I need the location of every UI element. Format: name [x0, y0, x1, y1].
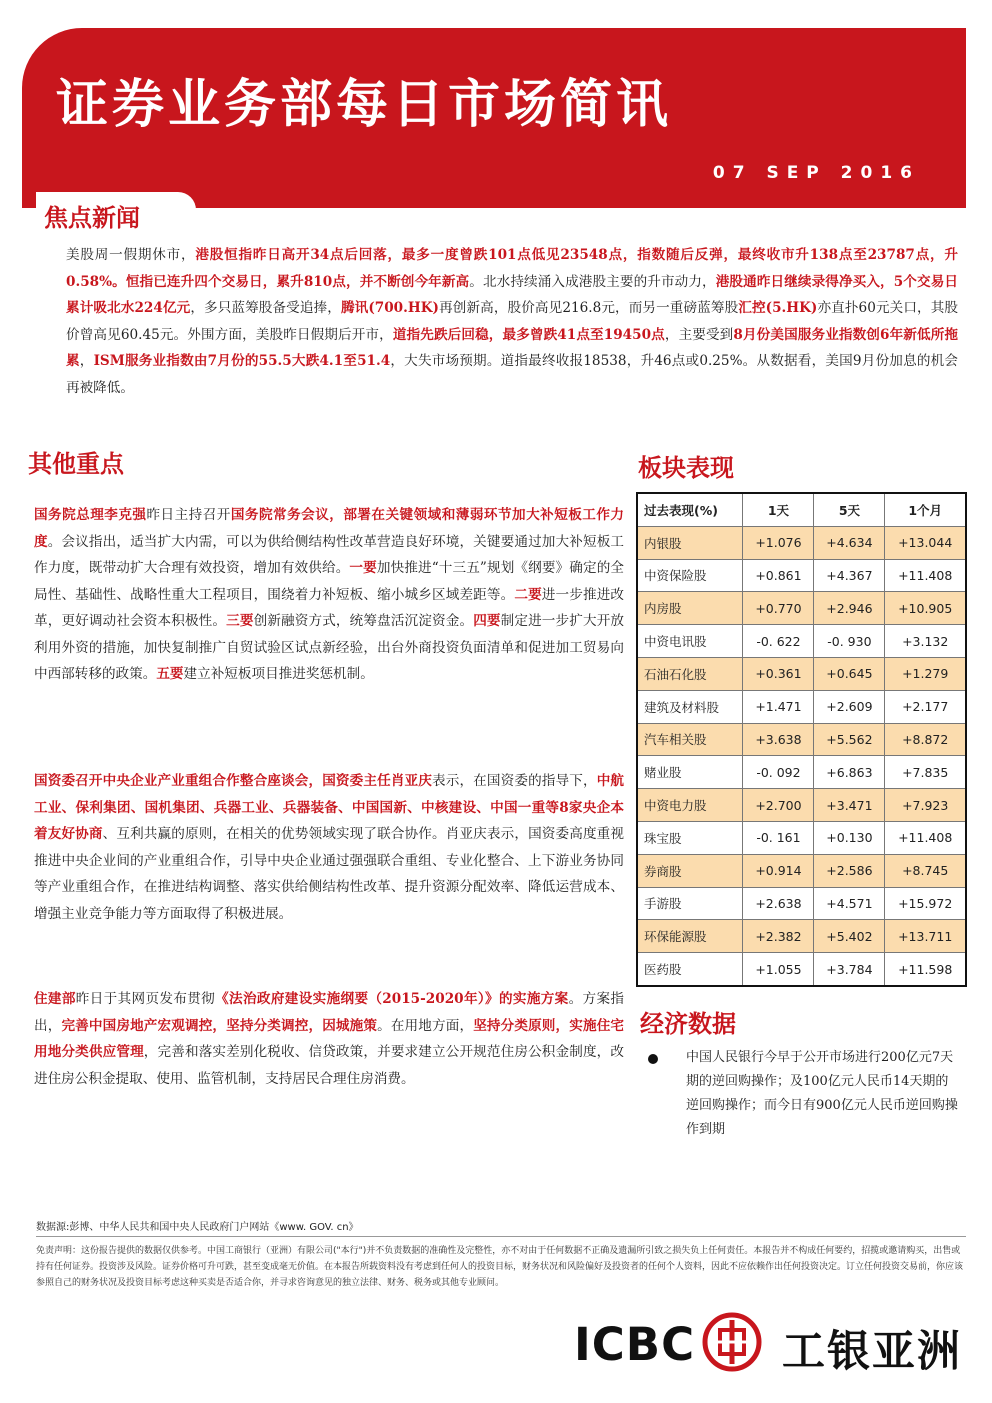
table-row — [637, 559, 966, 592]
table-header-row — [637, 493, 966, 526]
text-run: ，多只蓝筹股备受追捧， — [190, 300, 341, 316]
text-run: 创新融资方式，统筹盘活沉淀资金。 — [253, 613, 474, 629]
highlight-run: 住建部 — [34, 991, 76, 1007]
other-paragraph-1 — [34, 502, 624, 688]
highlight-run: 腾讯(700.HK) — [340, 300, 439, 316]
sector-value-cell: +2.586 — [814, 854, 885, 887]
sector-name-cell: 内银股 — [637, 526, 743, 559]
highlight-run: 一要 — [349, 560, 377, 576]
highlight-run: 三要 — [226, 613, 254, 629]
table-row — [637, 756, 966, 789]
sector-value-cell: +3.638 — [743, 723, 814, 756]
table-row — [637, 526, 966, 559]
sector-value-cell: +2.700 — [743, 789, 814, 822]
sector-value-cell: +7.835 — [885, 756, 966, 789]
sector-value-cell: +0.645 — [814, 657, 885, 690]
sector-name-cell: 中资电力股 — [637, 789, 743, 822]
table-row — [637, 657, 966, 690]
disclaimer-text: 免责声明：这份报告提供的数据仅供参考。中国工商银行（亚洲）有限公司("本行")并不负责数据的准确性及完整性，亦不对由于任何数据不正确及遗漏所引致之损失负上任何责任。本报告并不构成任何要约，招揽或邀请购买，出售或持有任何证券。投资涉及风险。证券价格可升可跌，甚至变成毫无价值。在本报告所载资料没有考虑到任何人的投资目标，财务状况和风险偏好及投资者的任何个人资料，因此不应依赖作出任何投资决定。订立任何投资交易前，你应该参照自己的财务状况及投资目标考虑这种买卖是否适合你，并寻求咨询意见的独立法律、财务、税务或其他专业顾问。 — [36, 1246, 964, 1288]
text-run: 昨日主持召开 — [146, 507, 231, 523]
text-run: 美股周一假期休市， — [66, 247, 196, 263]
highlight-run: 完善中国房地产宏观调控，坚持分类调控，因城施策 — [61, 1017, 378, 1034]
sector-value-cell: +8.745 — [885, 854, 966, 887]
highlight-run: 《法治政府建设实施纲要（2015-2020年）》的实施方案 — [215, 991, 569, 1007]
sector-value-cell: +13.044 — [885, 526, 966, 559]
bullet-icon — [648, 1054, 658, 1064]
highlight-run: ISM服务业指数由7月份的55.5大跌4.1至51.4 — [93, 353, 391, 369]
sector-name-cell: 建筑及材料股 — [637, 690, 743, 723]
sector-value-cell: +8.872 — [885, 723, 966, 756]
page-title: 证券业务部每日市场简讯 — [56, 75, 673, 135]
sector-value-cell: +0.361 — [743, 657, 814, 690]
highlight-run: 中航工业、保利集团、国机集团、兵器工业、兵器装备、中国国新、中核建设、中国一重等8家央企本着友好协商 — [34, 773, 625, 842]
sector-value-cell: +3.784 — [814, 953, 885, 986]
text-run: 制定进一步扩大开放利用外资的措施，加快复制推广自贸试验区试点新经验，出台外商投资负面清单和促进加工贸易向中西部转移的政策。 — [34, 613, 625, 682]
sector-value-cell: +15.972 — [885, 887, 966, 920]
column-header: 1个月 — [885, 493, 966, 526]
icbc-logo-text: ICBC — [574, 1318, 696, 1371]
highlight-run: 二要 — [514, 586, 542, 603]
sector-value-cell: +2.609 — [814, 690, 885, 723]
table-row — [637, 723, 966, 756]
sector-name-cell: 中资保险股 — [637, 559, 743, 592]
sector-value-cell: +4.571 — [814, 887, 885, 920]
sector-value-cell: +10.905 — [885, 592, 966, 625]
sector-value-cell: -0. 092 — [743, 756, 814, 789]
highlight-run: 国务院常务会议，部署在关键领域和薄弱环节加大补短板工作力度 — [34, 507, 625, 550]
text-run: 亦直扑60元关口，其股价曾高见60.45元。外围方面，美股昨日假期后开市， — [66, 300, 959, 343]
sector-value-cell: +2.946 — [814, 592, 885, 625]
highlight-run: 四要 — [473, 613, 501, 629]
sector-name-cell: 石油石化股 — [637, 657, 743, 690]
sector-value-cell: +3.132 — [885, 625, 966, 658]
focus-news-title: 焦点新闻 — [44, 204, 140, 232]
sector-value-cell: +4.634 — [814, 526, 885, 559]
sector-value-cell: -0. 161 — [743, 821, 814, 854]
sector-name-cell: 环保能源股 — [637, 920, 743, 953]
other-paragraph-3 — [34, 986, 624, 1092]
text-run: 进一步推进改革，更好调动社会资本积极性。 — [34, 586, 625, 629]
sector-value-cell: +1.279 — [885, 657, 966, 690]
sector-value-cell: -0. 622 — [743, 625, 814, 658]
column-header: 过去表现(%) — [637, 493, 743, 526]
table-row — [637, 821, 966, 854]
text-run: 。方案指出， — [34, 991, 625, 1034]
highlight-run: 8月份美国服务业指数创6年新低所拖累 — [66, 326, 958, 369]
economic-data-item: 中国人民银行今早于公开市场进行200亿元7天期的逆回购操作；及100亿元人民币14天期的逆回购操作；而今日有900亿元人民币逆回购操作到期 — [686, 1050, 958, 1137]
text-run: 建立补短板项目推进奖惩机制。 — [183, 666, 374, 682]
sector-value-cell: +0.861 — [743, 559, 814, 592]
sector-name-cell: 赌业股 — [637, 756, 743, 789]
text-run: 昨日于其网页发布贯彻 — [75, 991, 216, 1007]
sector-value-cell: -0. 930 — [814, 625, 885, 658]
sector-value-cell: +1.055 — [743, 953, 814, 986]
text-run: 、互利共赢的原则，在相关的优势领域实现了联合协作。肖亚庆表示，国资委高度重视推进中央企业间的产业重组合作，引导中央企业通过强强联合重组、专业化整合、上下游业务协同等产业重组合作，在推进结构调整、落实供给侧结构性改革、提升资源分配效率、降低运营成本、增强主业竞争能力等方面取得了积极进展。 — [34, 826, 625, 922]
sector-performance-title: 板块表现 — [638, 454, 734, 482]
text-run: ，大失市场预期。道指最终收报18538，升46点或0.25%。从数据看，美国9月份加息的机会再被降低。 — [66, 353, 959, 396]
data-source-note: 数据源:彭博、中华人民共和国中央人民政府门户网站《www. GOV. cn》 — [36, 1222, 359, 1233]
sector-value-cell: +11.408 — [885, 821, 966, 854]
sector-value-cell: +11.408 — [885, 559, 966, 592]
table-row — [637, 592, 966, 625]
sector-value-cell: +13.711 — [885, 920, 966, 953]
sector-value-cell: +2.177 — [885, 690, 966, 723]
icbc-seal-icon — [702, 1312, 762, 1372]
report-date: 07 SEP 2016 — [712, 163, 920, 183]
sector-name-cell: 内房股 — [637, 592, 743, 625]
sector-value-cell: +5.402 — [814, 920, 885, 953]
text-run: 。在用地方面， — [377, 1017, 474, 1034]
sector-value-cell: +7.923 — [885, 789, 966, 822]
sector-value-cell: +0.914 — [743, 854, 814, 887]
text-run: ， — [79, 353, 94, 369]
sector-value-cell: +4.367 — [814, 559, 885, 592]
sector-name-cell: 汽车相关股 — [637, 723, 743, 756]
sector-name-cell: 珠宝股 — [637, 821, 743, 854]
sector-value-cell: +6.863 — [814, 756, 885, 789]
highlight-run: 五要 — [156, 666, 184, 682]
highlight-run: 港股恒指昨日高开34点后回落，最多一度曾跌101点低见23548点，指数随后反弹，最终收市升138点至23787点，升0.58%。恒指已连升四个交易日，累升810点，并不断创今年新高 — [66, 247, 958, 290]
text-run: 再创新高，股价高见216.8元，而另一重磅蓝筹股 — [438, 300, 739, 316]
sector-name-cell: 中资电讯股 — [637, 625, 743, 658]
sector-value-cell: +3.471 — [814, 789, 885, 822]
text-run: 。北水持续涌入成港股主要的升市动力， — [469, 273, 716, 290]
economic-data-title: 经济数据 — [640, 1010, 736, 1038]
sector-name-cell: 券商股 — [637, 854, 743, 887]
sector-value-cell: +5.562 — [814, 723, 885, 756]
highlight-run: 汇控(5.HK) — [738, 300, 818, 316]
sector-name-cell: 医药股 — [637, 953, 743, 986]
text-run: 。会议指出，适当扩大内需，可以为供给侧结构性改革营造良好环境，关键要通过加大补短板工作力度，既带动扩大合理有效投资，增加有效供给。 — [34, 533, 625, 576]
highlight-run: 国资委召开中央企业产业重组合作整合座谈会，国资委主任肖亚庆 — [34, 773, 432, 789]
table-row — [637, 690, 966, 723]
text-run: 表示，在国资委的指导下， — [432, 773, 597, 789]
table-row — [637, 625, 966, 658]
table-row — [637, 920, 966, 953]
highlight-run: 港股通昨日继续录得净买入，5个交易日累计吸北水224亿元 — [66, 273, 958, 316]
icbc-asia-logo-text: 工银亚洲 — [782, 1327, 962, 1377]
sector-performance-table — [636, 492, 967, 987]
sector-value-cell: +1.076 — [743, 526, 814, 559]
table-row — [637, 789, 966, 822]
other-paragraph-2 — [34, 768, 624, 927]
footer-divider — [36, 1236, 966, 1237]
column-header: 5天 — [814, 493, 885, 526]
table-row — [637, 953, 966, 986]
highlight-run: 国务院总理李克强 — [34, 507, 147, 523]
column-header: 1天 — [743, 493, 814, 526]
table-row — [637, 887, 966, 920]
other-highlights-title: 其他重点 — [28, 450, 124, 478]
sector-value-cell: +0.770 — [743, 592, 814, 625]
text-run: ，完善和落实差别化税收、信贷政策，并要求建立公开规范住房公积金制度，改进住房公积金提取、使用、监管机制，支持居民合理住房消费。 — [34, 1044, 625, 1087]
sector-value-cell: +1.471 — [743, 690, 814, 723]
table-row — [637, 854, 966, 887]
sector-value-cell: +0.130 — [814, 821, 885, 854]
focus-news-paragraph — [66, 242, 958, 401]
sector-value-cell: +2.382 — [743, 920, 814, 953]
sector-value-cell: +2.638 — [743, 887, 814, 920]
highlight-run: 道指先跌后回稳，最多曾跌41点至19450点 — [392, 326, 665, 343]
text-run: 加快推进“十三五”规划《纲要》确定的全局性、基础性、战略性重大工程项目，围绕着力补短板、缩小城乡区域差距等。 — [34, 560, 625, 603]
sector-name-cell: 手游股 — [637, 887, 743, 920]
sector-value-cell: +11.598 — [885, 953, 966, 986]
highlight-run: 坚持分类原则，实施住宅用地分类供应管理 — [34, 1017, 625, 1060]
text-run: ，主要受到 — [664, 326, 734, 343]
